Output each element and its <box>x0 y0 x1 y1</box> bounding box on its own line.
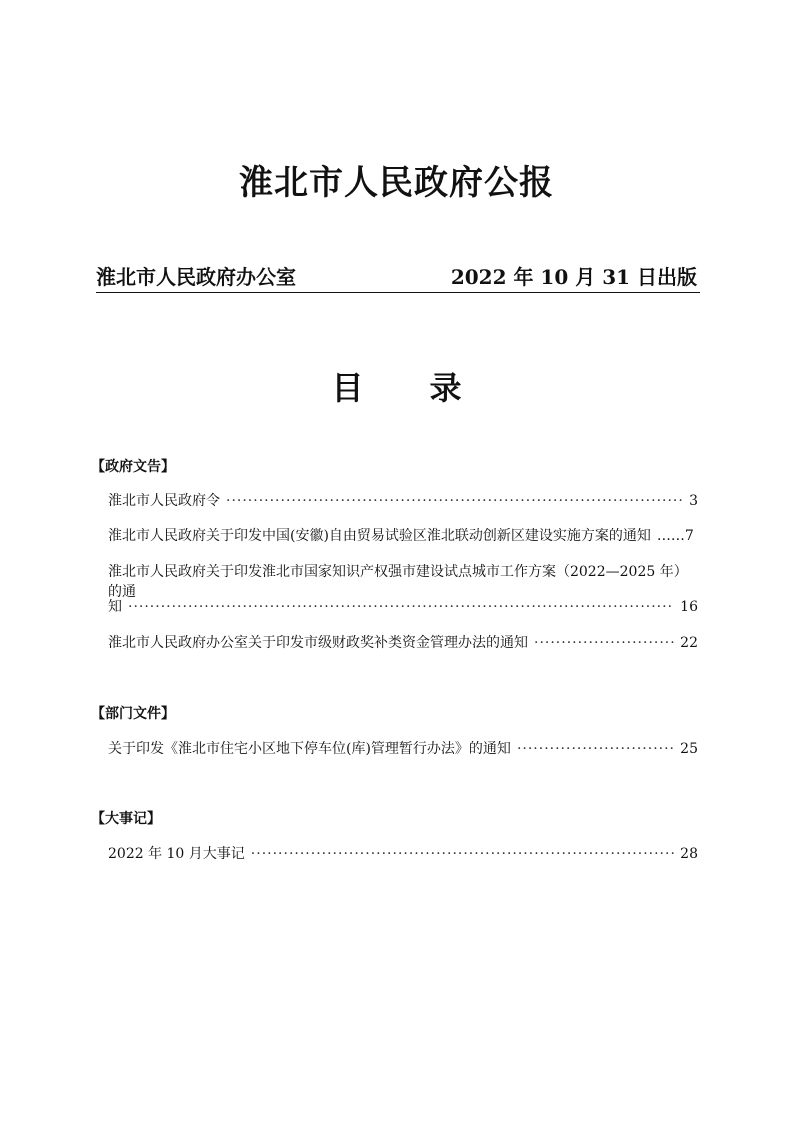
toc-heading-char-2: 录 <box>429 369 462 407</box>
section-label-department-documents: 【部门文件】 <box>91 706 175 722</box>
bulletin-title: 淮北市人民政府公报 <box>239 163 554 203</box>
toc-entry[interactable] <box>108 596 698 616</box>
toc-heading-char-1: 目 <box>331 369 364 407</box>
toc-entry[interactable] <box>108 632 698 652</box>
dot-leader <box>128 599 674 615</box>
section-label-government-notices: 【政府文告】 <box>91 459 175 475</box>
toc-entry[interactable] <box>108 738 698 758</box>
toc-entry[interactable] <box>108 525 698 545</box>
toc-entry-page: ……7 <box>656 528 694 544</box>
toc-entry-title-line-1[interactable]: 淮北市人民政府关于印发淮北市国家知识产权强市建设试点城市工作方案（2022—2025 年）的通 <box>108 564 688 600</box>
toc-entry-title-line-2: 知 <box>108 599 122 615</box>
toc-entry-title: 2022 年 10 月大事记 <box>108 846 245 862</box>
dot-leader <box>517 741 674 757</box>
toc-entry-title: 淮北市人民政府办公室关于印发市级财政奖补类资金管理办法的通知 <box>108 635 528 651</box>
header-divider <box>96 292 700 293</box>
toc-entry-page: 22 <box>680 635 698 651</box>
toc-entry-page: 28 <box>680 846 698 862</box>
toc-entry-page: 16 <box>680 599 698 615</box>
toc-entry-title: 关于印发《淮北市住宅小区地下停车位(库)管理暂行办法》的通知 <box>108 741 511 757</box>
toc-entry-page: 3 <box>689 493 698 509</box>
toc-entry[interactable] <box>108 490 698 510</box>
toc-heading <box>0 363 793 409</box>
toc-entry-page: 25 <box>680 741 698 757</box>
toc-entry-title: 淮北市人民政府关于印发中国(安徽)自由贸易试验区淮北联动创新区建设实施方案的通知 <box>108 528 651 544</box>
toc-entry-title: 淮北市人民政府令 <box>108 493 220 509</box>
dot-leader <box>251 846 674 862</box>
publication-date: 2022 年 10 月 31 日出版 <box>450 265 697 289</box>
dot-leader <box>534 635 674 651</box>
dot-leader <box>226 493 683 509</box>
issuer-name: 淮北市人民政府办公室 <box>96 265 296 289</box>
toc-entry[interactable] <box>108 843 698 863</box>
section-label-chronicle: 【大事记】 <box>91 811 161 827</box>
